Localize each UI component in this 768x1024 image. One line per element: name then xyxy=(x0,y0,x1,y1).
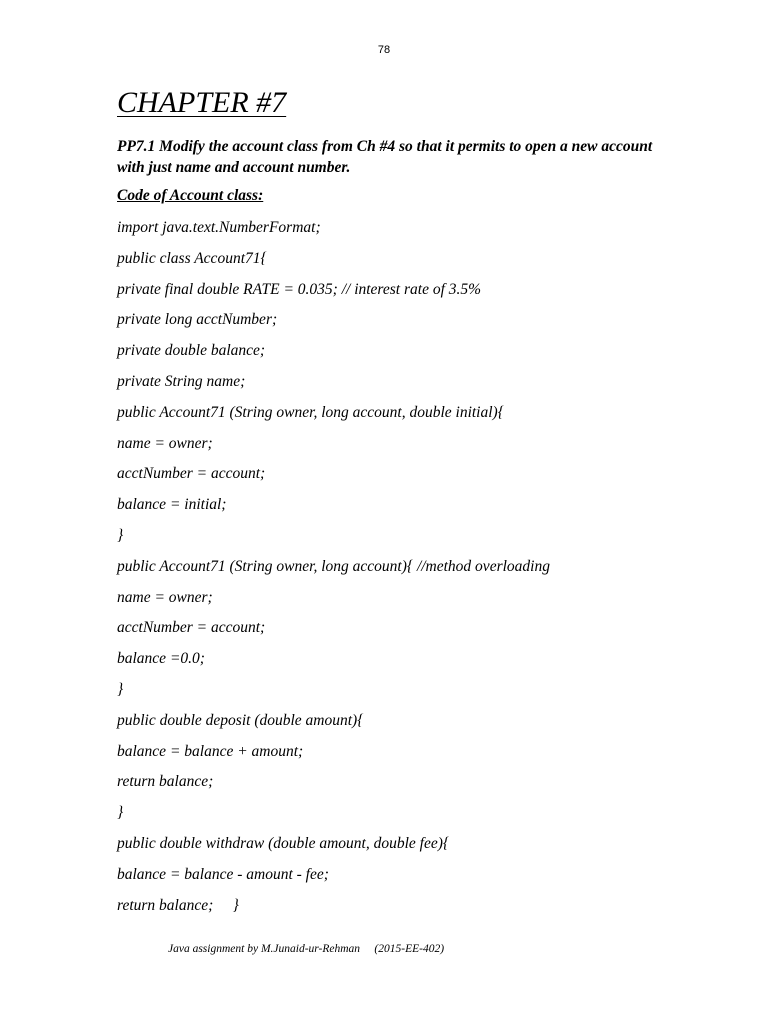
code-line: public class Account71{ xyxy=(117,249,267,267)
code-line: name = owner; xyxy=(117,588,213,606)
page-footer: Java assignment by M.Junaid-ur-Rehman (2015-EE-402) xyxy=(168,943,445,955)
chapter-title: CHAPTER #7 xyxy=(117,86,287,119)
code-line: private long acctNumber; xyxy=(117,311,278,329)
code-line: name = owner; xyxy=(117,434,213,452)
code-line: balance = initial; xyxy=(117,496,227,514)
code-line: public double withdraw (double amount, double fee){ xyxy=(117,834,450,852)
code-line: private String name; xyxy=(117,372,246,390)
page-number: 78 xyxy=(377,44,391,56)
code-line: balance = balance + amount; xyxy=(117,742,304,760)
code-heading: Code of Account class: xyxy=(117,187,264,204)
code-line: return balance; xyxy=(117,773,214,791)
code-line: import java.text.NumberFormat; xyxy=(117,219,321,236)
code-line: } xyxy=(117,680,124,698)
code-line: public Account71 (String owner, long account){ //method overloading xyxy=(117,557,550,575)
code-line: acctNumber = account; xyxy=(117,465,266,483)
code-line: private final double RATE = 0.035; // interest rate of 3.5% xyxy=(117,280,482,298)
code-line: balance = balance - amount - fee; xyxy=(117,865,329,883)
code-line: balance =0.0; xyxy=(117,650,205,668)
code-line: acctNumber = account; xyxy=(117,619,266,637)
code-line: } xyxy=(117,804,124,822)
code-line: private double balance; xyxy=(117,342,266,360)
question-text: PP7.1 Modify the account class from Ch #4 so that it permits to open a new account with just name and account number. xyxy=(117,138,653,176)
code-line: } xyxy=(117,526,124,544)
code-line: public double deposit (double amount){ xyxy=(117,711,364,729)
code-line: public Account71 (String owner, long account, double initial){ xyxy=(117,403,504,421)
code-listing xyxy=(117,217,550,925)
code-line: return balance; } xyxy=(117,896,239,914)
